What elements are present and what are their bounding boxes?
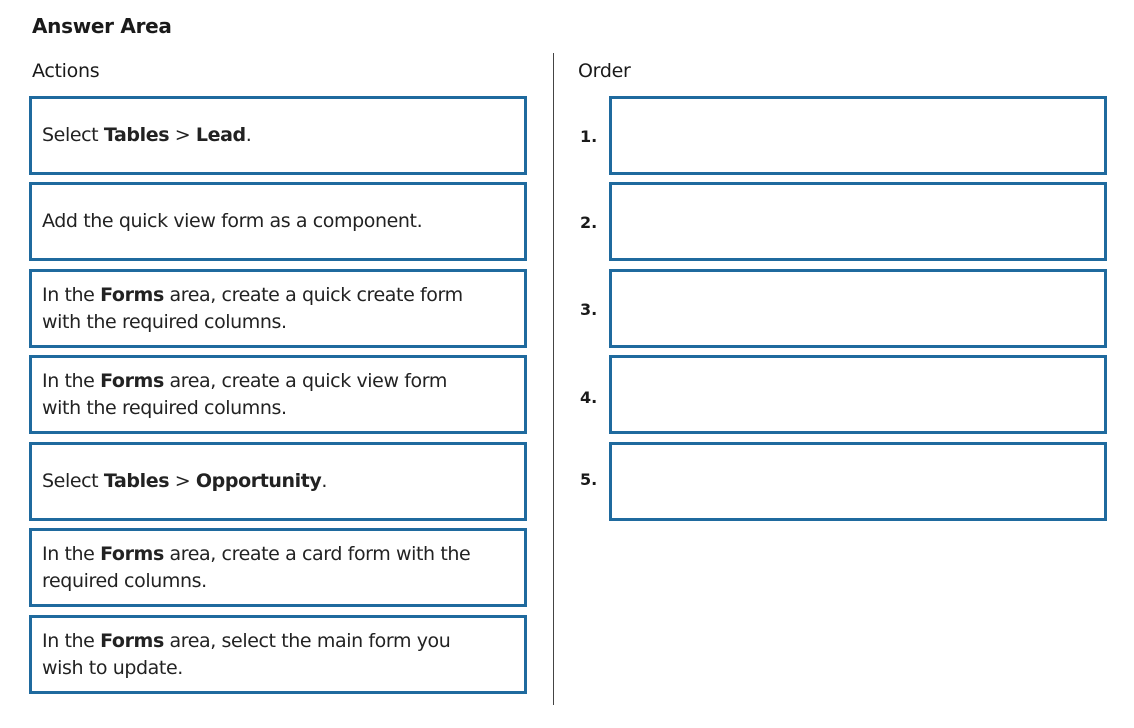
- action-text: In the Forms area, select the main form you wish to update.: [42, 629, 451, 679]
- action-text: Select Tables > Opportunity.: [42, 470, 328, 492]
- action-text: In the Forms area, create a quick create form with the required columns.: [42, 283, 463, 333]
- order-number: 3.: [580, 300, 598, 319]
- answer-area-title: Answer Area: [32, 14, 172, 38]
- action-item[interactable]: [29, 269, 527, 348]
- bold-keyword: Tables: [103, 124, 170, 146]
- action-text: Add the quick view form as a component.: [42, 210, 423, 232]
- bold-keyword: Forms: [100, 542, 164, 565]
- action-text: In the Forms area, create a quick view form with the required columns.: [42, 369, 447, 419]
- column-divider: [553, 53, 554, 705]
- bold-keyword: Forms: [100, 629, 164, 652]
- action-text: Select Tables > Lead.: [42, 124, 252, 146]
- order-drop-slot[interactable]: [609, 269, 1107, 348]
- action-item[interactable]: [29, 96, 527, 175]
- bold-keyword: Tables: [103, 470, 170, 492]
- actions-heading: Actions: [32, 60, 100, 82]
- action-text: In the Forms area, create a card form with the required columns.: [42, 542, 471, 592]
- action-item[interactable]: [29, 442, 527, 521]
- order-drop-slot[interactable]: [609, 96, 1107, 175]
- order-number: 2.: [580, 213, 598, 232]
- order-number: 5.: [580, 470, 598, 489]
- action-item[interactable]: [29, 182, 527, 261]
- order-number: 1.: [580, 127, 598, 146]
- bold-keyword: Forms: [100, 283, 164, 306]
- order-drop-slot[interactable]: [609, 442, 1107, 521]
- bold-keyword: Opportunity: [195, 470, 322, 492]
- action-item[interactable]: [29, 355, 527, 434]
- action-item[interactable]: [29, 615, 527, 694]
- bold-keyword: Forms: [100, 369, 164, 392]
- bold-keyword: Lead: [195, 124, 246, 146]
- order-drop-slot[interactable]: [609, 355, 1107, 434]
- order-number: 4.: [580, 388, 598, 407]
- order-heading: Order: [578, 60, 631, 82]
- action-item[interactable]: [29, 528, 527, 607]
- order-drop-slot[interactable]: [609, 182, 1107, 261]
